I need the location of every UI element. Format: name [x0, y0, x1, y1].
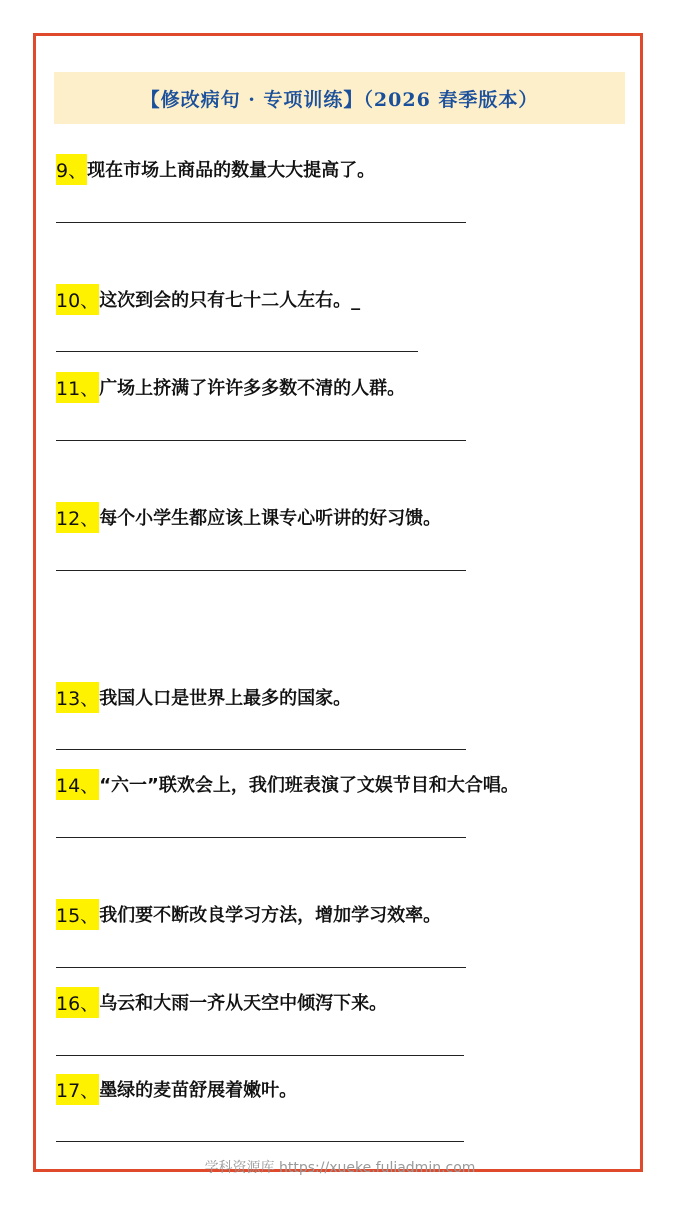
answer-line[interactable]: [56, 1055, 464, 1056]
question-text: 乌云和大雨一齐从天空中倾泻下来。: [99, 993, 388, 1014]
question-number: 16、: [56, 987, 99, 1018]
footer-watermark: 学科资源库 https://xueke.fuliadmin.com: [204, 1160, 476, 1176]
question-text: 这次到会的只有七十二人左右。_: [99, 290, 361, 311]
question-text: 我国人口是世界上最多的国家。: [99, 688, 352, 709]
question-number: 10、: [56, 284, 99, 315]
question-12: [56, 502, 441, 532]
question-number: 14、: [56, 769, 99, 800]
page-title: 【修改病句 · 专项训练】（2026 春季版本）: [140, 88, 539, 111]
question-16: [56, 987, 387, 1017]
answer-line[interactable]: [56, 967, 466, 968]
question-14: [56, 769, 519, 799]
question-number: 17、: [56, 1074, 99, 1105]
title-banner: [54, 72, 625, 124]
question-text: 现在市场上商品的数量大大提高了。: [87, 160, 376, 181]
answer-line[interactable]: [56, 440, 466, 441]
question-number: 13、: [56, 682, 99, 713]
question-9: [56, 154, 375, 184]
question-10: [56, 284, 360, 314]
question-text: 墨绿的麦苗舒展着嫩叶。: [99, 1080, 298, 1101]
answer-line[interactable]: [56, 351, 418, 352]
question-number: 15、: [56, 899, 99, 930]
question-number: 12、: [56, 502, 99, 533]
answer-line[interactable]: [56, 749, 466, 750]
answer-line[interactable]: [56, 1141, 464, 1142]
question-text: 每个小学生都应该上课专心听讲的好习馈。: [99, 508, 442, 529]
question-11: [56, 372, 405, 402]
question-number: 9、: [56, 154, 87, 185]
question-number: 11、: [56, 372, 99, 403]
question-15: [56, 899, 441, 929]
answer-line[interactable]: [56, 570, 466, 571]
question-text: “六一”联欢会上，我们班表演了文娱节目和大合唱。: [99, 775, 519, 796]
answer-line[interactable]: [56, 837, 466, 838]
answer-line[interactable]: [56, 222, 466, 223]
question-text: 我们要不断改良学习方法，增加学习效率。: [99, 905, 442, 926]
question-text: 广场上挤满了许许多多数不清的人群。: [99, 378, 406, 399]
question-17: [56, 1074, 297, 1104]
question-13: [56, 682, 351, 712]
